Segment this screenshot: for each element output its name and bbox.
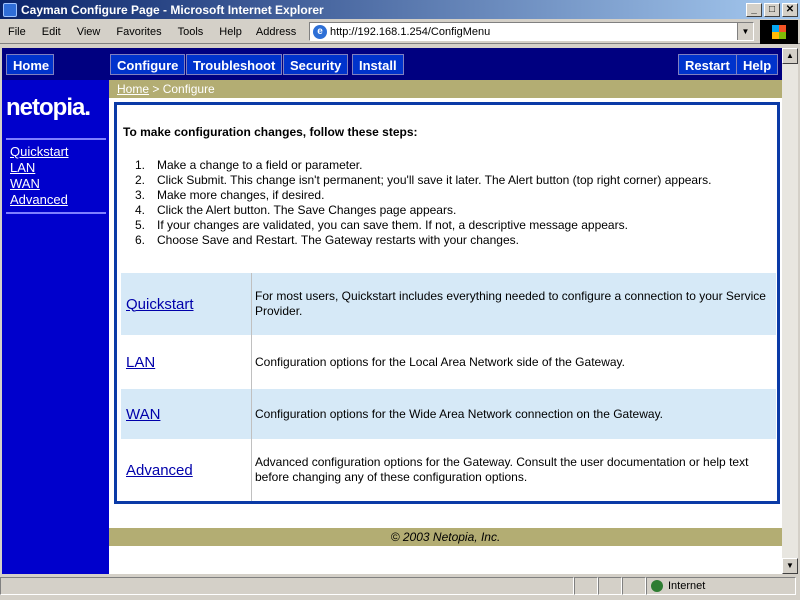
nav-restart[interactable]: Restart bbox=[678, 54, 737, 75]
security-zone bbox=[646, 577, 796, 595]
section-desc: Configuration options for the Wide Area Network connection on the Gateway. bbox=[255, 406, 664, 421]
intro-heading: To make configuration changes, follow these steps: bbox=[123, 125, 418, 139]
list-item: 5. If your changes are validated, you can save them. If not, a descriptive message appears. bbox=[135, 218, 628, 232]
netopia-logo: netopia. bbox=[6, 94, 91, 121]
list-item: 6. Choose Save and Restart. The Gateway restarts with your changes. bbox=[135, 233, 519, 247]
globe-icon bbox=[651, 580, 663, 592]
close-button[interactable]: ✕ bbox=[782, 3, 798, 17]
scroll-down-icon[interactable]: ▼ bbox=[782, 558, 798, 574]
breadcrumb-separator: > bbox=[149, 82, 163, 96]
section-link-advanced[interactable]: Advanced bbox=[121, 439, 252, 501]
browser-viewport bbox=[2, 48, 782, 574]
sidebar-item-wan[interactable]: WAN bbox=[10, 176, 40, 191]
top-nav bbox=[2, 48, 782, 80]
section-row-lan bbox=[121, 335, 776, 389]
nav-install[interactable]: Install bbox=[352, 54, 404, 75]
copyright-footer: © 2003 Netopia, Inc. bbox=[109, 528, 782, 546]
section-link-wan[interactable]: WAN bbox=[121, 389, 252, 439]
menu-file[interactable]: File bbox=[8, 25, 26, 38]
zone-label: Internet bbox=[668, 580, 706, 592]
menu-view[interactable]: View bbox=[76, 25, 101, 38]
breadcrumb bbox=[109, 80, 782, 98]
minimize-button[interactable]: _ bbox=[746, 3, 762, 17]
section-desc: For most users, Quickstart includes everything needed to configure a connection to your Service Provider. bbox=[255, 289, 766, 318]
section-row-quickstart bbox=[121, 273, 776, 335]
menu-favorites[interactable]: Favorites bbox=[116, 25, 162, 38]
status-bar bbox=[0, 576, 800, 596]
list-item: 2. Click Submit. This change isn't permanent; you'll save it later. The Alert button (top right corner) appears. bbox=[135, 173, 712, 187]
menu-edit[interactable]: Edit bbox=[41, 25, 61, 38]
section-link-quickstart[interactable]: Quickstart bbox=[121, 273, 252, 335]
list-item: 1. Make a change to a field or parameter. bbox=[135, 158, 363, 172]
section-row-advanced bbox=[121, 439, 776, 501]
window-title: Cayman Configure Page - Microsoft Internet Explorer bbox=[21, 2, 324, 17]
section-row-wan bbox=[121, 389, 776, 439]
section-desc: Advanced configuration options for the Gateway. Consult the user documentation or help text before changing any of these configuration options. bbox=[255, 455, 749, 484]
address-bar[interactable] bbox=[309, 22, 754, 41]
windows-logo-icon bbox=[760, 20, 798, 44]
maximize-button[interactable]: □ bbox=[764, 3, 780, 17]
address-url[interactable]: http://192.168.1.254/ConfigMenu bbox=[330, 25, 491, 38]
status-segment bbox=[622, 577, 646, 595]
breadcrumb-home-link[interactable]: Home bbox=[117, 82, 150, 96]
nav-help[interactable]: Help bbox=[736, 54, 778, 75]
sidebar-item-lan[interactable]: LAN bbox=[10, 160, 36, 175]
nav-security[interactable]: Security bbox=[283, 54, 348, 75]
page-icon: e bbox=[313, 25, 327, 39]
nav-home[interactable]: Home bbox=[6, 54, 54, 75]
address-dropdown-icon[interactable]: ▼ bbox=[737, 23, 753, 40]
menubar bbox=[0, 20, 800, 44]
sidebar bbox=[2, 80, 109, 574]
scroll-up-icon[interactable]: ▲ bbox=[782, 48, 798, 64]
sidebar-divider bbox=[6, 138, 106, 140]
section-link-lan[interactable]: LAN bbox=[121, 335, 252, 389]
status-segment bbox=[598, 577, 622, 595]
sidebar-item-advanced[interactable]: Advanced bbox=[10, 192, 68, 207]
sidebar-divider bbox=[6, 212, 106, 214]
status-segment bbox=[574, 577, 598, 595]
menu-help[interactable]: Help bbox=[219, 25, 242, 38]
address-label: Address bbox=[255, 25, 297, 38]
window-titlebar bbox=[0, 0, 800, 19]
sidebar-item-quickstart[interactable]: Quickstart bbox=[10, 144, 69, 159]
ie-app-icon bbox=[3, 3, 17, 17]
nav-troubleshoot[interactable]: Troubleshoot bbox=[186, 54, 282, 75]
configure-panel bbox=[114, 102, 780, 504]
breadcrumb-current: Configure bbox=[162, 82, 215, 96]
vertical-scrollbar[interactable] bbox=[782, 48, 798, 574]
list-item: 4. Click the Alert button. The Save Changes page appears. bbox=[135, 203, 457, 217]
steps-list bbox=[135, 158, 711, 248]
menu-tools[interactable]: Tools bbox=[177, 25, 204, 38]
nav-configure[interactable]: Configure bbox=[110, 54, 185, 75]
section-desc: Configuration options for the Local Area Network side of the Gateway. bbox=[255, 354, 625, 369]
status-text bbox=[0, 577, 574, 595]
list-item: 3. Make more changes, if desired. bbox=[135, 188, 325, 202]
